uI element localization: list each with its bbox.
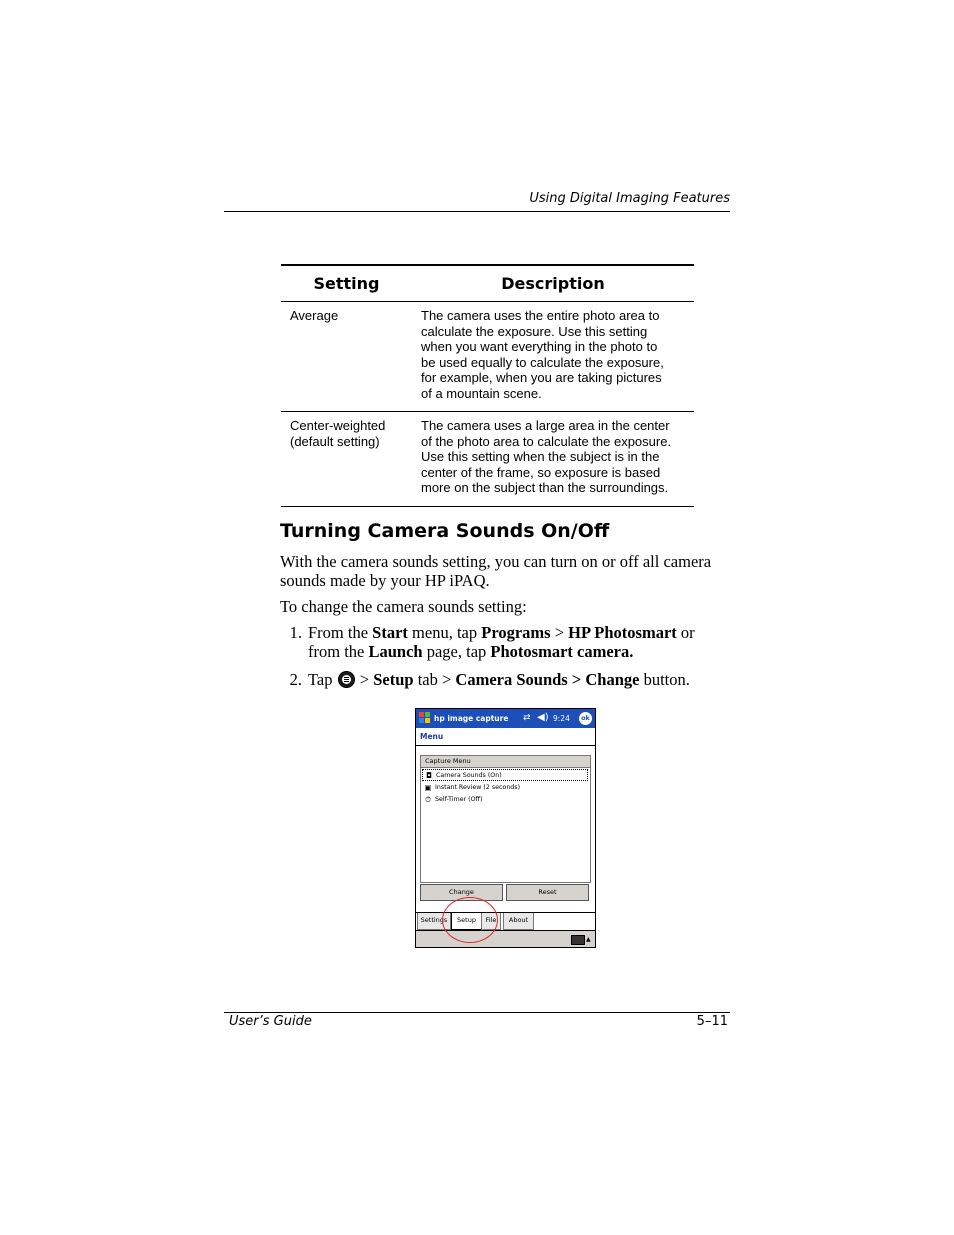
capture-menu-list	[420, 755, 591, 883]
ui-term-launch: Launch	[368, 642, 423, 661]
setting-cell	[281, 302, 412, 412]
description-line: calculate the exposure. Use this setting	[421, 323, 648, 339]
ui-term-photosmart-camera: Photosmart camera.	[490, 642, 634, 661]
description-cell	[412, 412, 694, 507]
setting-note: (default setting)	[290, 433, 380, 449]
list-item-label: Self-Timer (Off)	[435, 796, 483, 803]
timer-icon: ⏱	[425, 795, 431, 804]
description-line: The camera uses the entire photo area to	[421, 308, 660, 323]
description-line: more on the subject than the surroundings.	[421, 480, 669, 495]
setup-tab-highlight	[442, 897, 498, 943]
setting-cell	[281, 412, 412, 507]
description-cell	[412, 302, 694, 412]
keyboard-icon[interactable]	[571, 935, 585, 945]
instant-review-icon: ▣	[424, 783, 432, 792]
input-menu-arrow-icon[interactable]: ▲	[586, 936, 591, 943]
table-row	[281, 302, 694, 412]
reset-button[interactable]: Reset	[506, 884, 589, 901]
device-screenshot	[415, 708, 596, 948]
ok-button[interactable]: ok	[579, 712, 592, 725]
description-line: of the photo area to calculate the exposure.	[421, 433, 672, 449]
menu-link[interactable]: Menu	[420, 732, 444, 741]
metering-settings-table	[281, 264, 694, 507]
menu-bar	[416, 728, 595, 746]
list-header-label: Capture Menu	[425, 757, 471, 765]
text-run: or	[676, 623, 695, 642]
command-bar	[416, 930, 595, 948]
column-header-setting: Setting	[281, 265, 412, 302]
column-header-description: Description	[412, 265, 694, 302]
title-bar	[416, 709, 595, 728]
paragraph-line: With the camera sounds setting, you can turn on or off all camera	[280, 552, 712, 571]
step-1-text	[308, 623, 738, 661]
list-header	[421, 756, 590, 768]
ui-term-programs: Programs	[481, 623, 551, 642]
description-line: Use this setting when the subject is in the	[421, 449, 660, 464]
footer-guide-title: User’s Guide	[229, 1014, 312, 1029]
text-run: >	[550, 623, 569, 642]
step-line	[308, 642, 738, 661]
menu-icon	[338, 671, 355, 688]
footer-rule	[224, 1012, 730, 1013]
list-item-label: Instant Review (2 seconds)	[435, 784, 521, 791]
text-run: >	[359, 670, 374, 689]
setting-name: Center-weighted	[290, 418, 386, 433]
text-run: from the	[308, 642, 369, 661]
tab-settings[interactable]: Settings	[417, 913, 451, 930]
change-button[interactable]: Change	[420, 884, 503, 901]
setting-name: Average	[290, 308, 339, 323]
page-number: 5–11	[696, 1014, 728, 1029]
ui-term-hp-photosmart: HP Photosmart	[568, 623, 677, 642]
text-run: tab >	[413, 670, 456, 689]
app-title: hp image capture	[434, 714, 509, 723]
table-row	[281, 412, 694, 507]
tab-setup[interactable]: Setup	[451, 913, 482, 930]
description-line: of a mountain scene.	[421, 385, 542, 401]
description-line: when you want everything in the photo to	[421, 339, 658, 354]
ui-term-setup: Setup	[373, 670, 414, 689]
ui-term-start: Start	[372, 623, 408, 642]
list-item[interactable]	[422, 782, 588, 794]
table-header-row	[281, 265, 694, 302]
volume-icon[interactable]: ◀)	[537, 712, 549, 723]
step-line	[308, 623, 738, 642]
camera-sound-icon: ◘	[426, 771, 432, 780]
clock[interactable]: 9:24	[553, 714, 570, 723]
tab-about[interactable]: About	[503, 913, 534, 930]
paragraph-line: sounds made by your HP iPAQ.	[280, 571, 490, 590]
text-run: button.	[639, 670, 690, 689]
description-line: for example, when you are taking pictures	[421, 370, 662, 385]
section-heading: Turning Camera Sounds On/Off	[280, 520, 610, 542]
lead-in-text: To change the camera sounds setting:	[280, 597, 527, 616]
description-line: The camera uses a large area in the center	[421, 418, 670, 433]
list-item[interactable]	[422, 794, 588, 806]
text-run: menu, tap	[407, 623, 482, 642]
step-2-text	[308, 670, 738, 689]
list-item[interactable]	[422, 769, 588, 781]
description-line: be used equally to calculate the exposure,	[421, 354, 664, 370]
text-run: page, tap	[422, 642, 491, 661]
description-line: center of the frame, so exposure is based	[421, 464, 661, 480]
header-rule	[224, 211, 730, 212]
intro-paragraph	[280, 552, 740, 590]
tab-file[interactable]: File	[481, 913, 501, 930]
text-run: Tap	[308, 670, 333, 689]
sync-icon[interactable]: ⇄	[523, 713, 531, 723]
start-flag-icon[interactable]	[419, 712, 431, 724]
running-header: Using Digital Imaging Features	[529, 191, 730, 206]
text-run: From the	[308, 623, 373, 642]
step-number: 1.	[289, 623, 302, 642]
step-number: 2.	[289, 670, 302, 689]
ui-term-camera-sounds-change: Camera Sounds > Change	[455, 670, 640, 689]
list-item-label: Camera Sounds (On)	[436, 772, 502, 779]
